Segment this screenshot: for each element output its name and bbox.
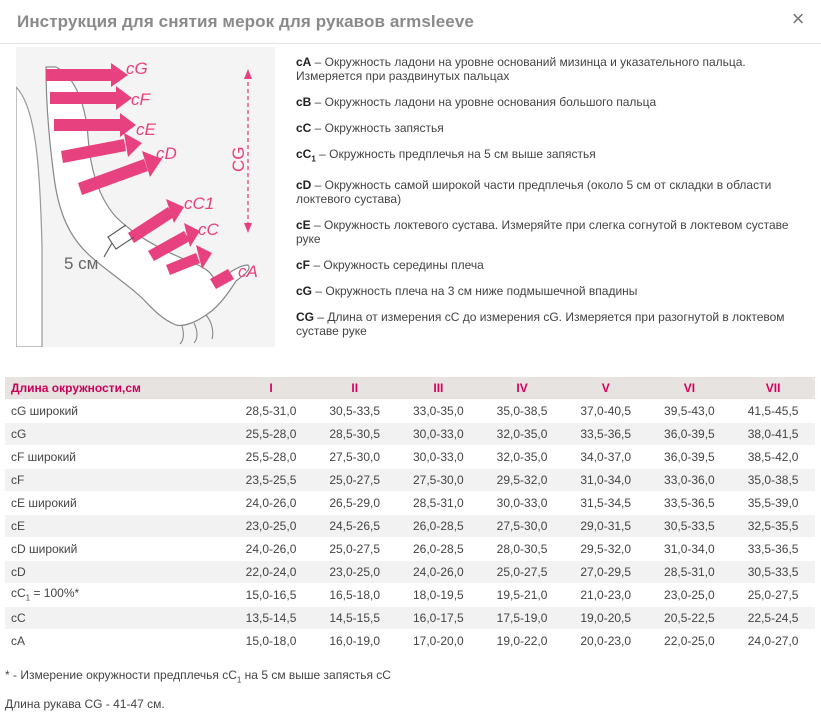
- definition-code: CG: [296, 310, 314, 325]
- table-cell: 28,5-31,0: [229, 399, 313, 422]
- table-cell: 30,5-33,5: [648, 514, 732, 537]
- row-label-cell: [5, 560, 229, 583]
- table-cell: 26,5-29,0: [313, 491, 397, 514]
- row-label-sub: 1: [25, 593, 31, 603]
- table-cell: 29,5-32,0: [564, 537, 648, 560]
- arm-measurement-illustration: [16, 47, 275, 347]
- table-cell: 31,0-34,0: [648, 537, 732, 560]
- table-cell: 35,0-38,5: [731, 468, 815, 491]
- table-cell: 30,0-33,0: [397, 422, 481, 445]
- table-cell: 23,0-25,0: [648, 583, 732, 606]
- definition-code: cF: [296, 258, 311, 273]
- table-cell: 22,0-25,0: [648, 629, 732, 652]
- table-row: [5, 629, 815, 652]
- label-5cm: 5 см: [64, 254, 99, 273]
- row-label-cell: [5, 399, 229, 422]
- label-cC1: cC1: [184, 194, 215, 213]
- footnote-sub: 1: [236, 675, 242, 685]
- table-cell: 38,5-42,0: [731, 445, 815, 468]
- row-label: cG: [11, 426, 27, 441]
- sleeve-length-note: Длина рукава CG - 41-47 см.: [5, 697, 165, 711]
- definition-code: cG: [296, 284, 313, 299]
- row-label-cell: [5, 514, 229, 537]
- table-cell: 39,5-43,0: [648, 399, 732, 422]
- label-CG: CG: [229, 146, 248, 172]
- label-cA: cA: [238, 262, 258, 281]
- table-cell: 16,5-18,0: [313, 583, 397, 606]
- table-cell: 32,5-35,5: [731, 514, 815, 537]
- definition-item: [296, 95, 806, 109]
- footnote: [5, 668, 391, 684]
- definition-item: [296, 258, 806, 272]
- table-cell: 30,5-33,5: [731, 560, 815, 583]
- table-cell: 37,0-40,5: [564, 399, 648, 422]
- definition-code-sub: 1: [311, 154, 316, 164]
- definition-text: – Окружность запястья: [311, 121, 444, 135]
- table-row: [5, 468, 815, 491]
- definition-text: – Окружность плеча на 3 см ниже подмышечной впадины: [312, 284, 638, 299]
- table-cell: 16,0-19,0: [313, 629, 397, 652]
- modal-header: [0, 0, 821, 44]
- table-cell: 19,0-22,0: [480, 629, 564, 652]
- table-cell: 31,0-34,0: [564, 468, 648, 491]
- definition-text: – Окружность ладони на уровне оснований мизинца и указательного пальца. Измеряется при раздвинутых пальцах: [296, 55, 746, 83]
- table-header-size: I: [229, 377, 313, 399]
- table-cell: 33,0-36,0: [648, 468, 732, 491]
- table-cell: 28,5-31,0: [397, 491, 481, 514]
- table-header-size: VII: [731, 377, 815, 399]
- table-cell: 20,0-23,0: [564, 629, 648, 652]
- table-cell: 21,0-23,0: [564, 583, 648, 606]
- row-label-cell: [5, 468, 229, 491]
- table-cell: 26,0-28,5: [397, 537, 481, 560]
- table-cell: 25,0-27,5: [480, 560, 564, 583]
- table-cell: 17,0-20,0: [397, 629, 481, 652]
- table-cell: 25,0-27,5: [313, 468, 397, 491]
- definition-code: cB: [296, 95, 312, 109]
- label-cF: cF: [131, 90, 150, 109]
- table-row: [5, 491, 815, 514]
- table-cell: 25,5-28,0: [229, 422, 313, 445]
- table-cell: 32,0-35,0: [480, 445, 564, 468]
- table-header-row: [5, 377, 815, 399]
- table-row: [5, 560, 815, 583]
- definition-code: cC: [296, 147, 312, 161]
- table-cell: 23,0-25,0: [313, 560, 397, 583]
- definition-item: [296, 310, 806, 338]
- row-label-cell: [5, 422, 229, 445]
- table-cell: 15,0-16,5: [229, 583, 313, 606]
- label-cG: cG: [126, 59, 148, 78]
- table-cell: 27,5-30,0: [313, 445, 397, 468]
- table-row: [5, 399, 815, 422]
- table-cell: 31,5-34,5: [564, 491, 648, 514]
- table-cell: 29,0-31,5: [564, 514, 648, 537]
- definition-item: [296, 178, 806, 206]
- definition-item: [296, 121, 806, 135]
- table-cell: 25,5-28,0: [229, 445, 313, 468]
- row-label: cF: [11, 472, 25, 487]
- table-cell: 15,0-18,0: [229, 629, 313, 652]
- table-cell: 22,5-24,5: [731, 606, 815, 629]
- table-cell: 28,5-31,0: [648, 560, 732, 583]
- row-label-cell: [5, 583, 229, 606]
- row-label: cD широкий: [11, 541, 78, 556]
- row-label: cE широкий: [11, 495, 77, 510]
- table-header-size: III: [397, 377, 481, 399]
- table-cell: 25,0-27,5: [731, 583, 815, 606]
- table-cell: 36,0-39,5: [648, 422, 732, 445]
- table-cell: 33,0-35,0: [397, 399, 481, 422]
- table-header-size: II: [313, 377, 397, 399]
- table-cell: 30,0-33,0: [480, 491, 564, 514]
- table-cell: 24,0-27,0: [731, 629, 815, 652]
- table-cell: 19,0-20,5: [564, 606, 648, 629]
- row-label-cell: [5, 445, 229, 468]
- table-cell: 22,0-24,0: [229, 560, 313, 583]
- footnote-text-before: * - Измерение окружности предплечья cC: [5, 668, 237, 682]
- table-cell: 19,5-21,0: [480, 583, 564, 606]
- table-cell: 33,5-36,5: [648, 491, 732, 514]
- definition-code: cD: [296, 178, 312, 193]
- label-cC: cC: [198, 220, 219, 239]
- table-cell: 24,0-26,0: [397, 560, 481, 583]
- table-cell: 23,5-25,5: [229, 468, 313, 491]
- table-header-size: VI: [648, 377, 732, 399]
- row-label-cell: [5, 606, 229, 629]
- table-cell: 41,5-45,5: [731, 399, 815, 422]
- table-row: [5, 537, 815, 560]
- table-row: [5, 445, 815, 468]
- row-label-cell: [5, 537, 229, 560]
- definitions-list: [296, 55, 806, 350]
- table-cell: 24,0-26,0: [229, 491, 313, 514]
- table-row: [5, 422, 815, 445]
- definition-text: – Окружность середины плеча: [310, 258, 484, 273]
- definition-code: cC: [296, 121, 312, 135]
- table-cell: 18,0-19,5: [397, 583, 481, 606]
- definition-code: cA: [296, 55, 312, 69]
- arm-diagram: [16, 47, 275, 347]
- definition-text: – Длина от измерения cC до измерения cG. Измеряется при разогнутой в локтевом суставе руке: [296, 310, 785, 339]
- close-icon[interactable]: ×: [791, 6, 805, 31]
- definition-text: – Окружность предплечья на 5 см выше запястья: [315, 147, 596, 161]
- row-label-cell: [5, 629, 229, 652]
- table-cell: 28,0-30,5: [480, 537, 564, 560]
- definition-item: [296, 147, 806, 166]
- table-cell: 30,0-33,0: [397, 445, 481, 468]
- table-cell: 29,5-32,0: [480, 468, 564, 491]
- table-cell: 13,5-14,5: [229, 606, 313, 629]
- table-cell: 26,0-28,5: [397, 514, 481, 537]
- table-header-size: IV: [480, 377, 564, 399]
- table-header-label: Длина окружности,см: [5, 377, 229, 399]
- table-cell: 33,5-36,5: [564, 422, 648, 445]
- row-label-cell: [5, 491, 229, 514]
- definition-text: – Окружность локтевого сустава. Измеряйте при слегка согнутой в локтевом суставе руке: [296, 218, 789, 247]
- label-cD: cD: [156, 144, 177, 163]
- label-cE: cE: [136, 120, 156, 139]
- row-label: cA: [11, 633, 26, 648]
- table-cell: 23,0-25,0: [229, 514, 313, 537]
- definition-text: – Окружность самой широкой части предплечья (около 5 см от складки в области локтевого сустава): [296, 178, 772, 207]
- footnote-text-after: на 5 см выше запястья cC: [241, 668, 391, 682]
- table-header-size: V: [564, 377, 648, 399]
- table-cell: 24,0-26,0: [229, 537, 313, 560]
- table-cell: 27,5-30,0: [480, 514, 564, 537]
- definition-code: cE: [296, 218, 311, 233]
- table-cell: 24,5-26,5: [313, 514, 397, 537]
- table-cell: 27,0-29,5: [564, 560, 648, 583]
- table-cell: 38,0-41,5: [731, 422, 815, 445]
- table-cell: 17,5-19,0: [480, 606, 564, 629]
- table-cell: 27,5-30,0: [397, 468, 481, 491]
- size-table: [5, 377, 815, 653]
- table-cell: 28,5-30,5: [313, 422, 397, 445]
- table-cell: 34,0-37,0: [564, 445, 648, 468]
- table-cell: 35,5-39,0: [731, 491, 815, 514]
- table-cell: 33,5-36,5: [731, 537, 815, 560]
- modal-title: Инструкция для снятия мерок для рукавов armsleeve: [17, 12, 474, 31]
- definition-text: – Окружность ладони на уровне основания большого пальца: [311, 95, 657, 109]
- table-cell: 35,0-38,5: [480, 399, 564, 422]
- definition-item: [296, 218, 806, 246]
- definition-item: [296, 284, 806, 298]
- table-cell: 16,0-17,5: [397, 606, 481, 629]
- table-cell: 30,5-33,5: [313, 399, 397, 422]
- table-cell: 14,5-15,5: [313, 606, 397, 629]
- row-label-suffix: = 100%*: [30, 586, 80, 601]
- table-row: [5, 583, 815, 606]
- row-label: cC: [11, 610, 26, 625]
- row-label: cC: [11, 586, 26, 601]
- row-label: cE: [11, 518, 26, 533]
- table-cell: 36,0-39,5: [648, 445, 732, 468]
- table-row: [5, 514, 815, 537]
- definition-item: [296, 55, 806, 83]
- row-label: cF широкий: [11, 449, 76, 464]
- table-cell: 25,0-27,5: [313, 537, 397, 560]
- row-label: cD: [11, 564, 26, 579]
- table-row: [5, 606, 815, 629]
- table-cell: 32,0-35,0: [480, 422, 564, 445]
- row-label: cG широкий: [11, 403, 79, 418]
- table-cell: 20,5-22,5: [648, 606, 732, 629]
